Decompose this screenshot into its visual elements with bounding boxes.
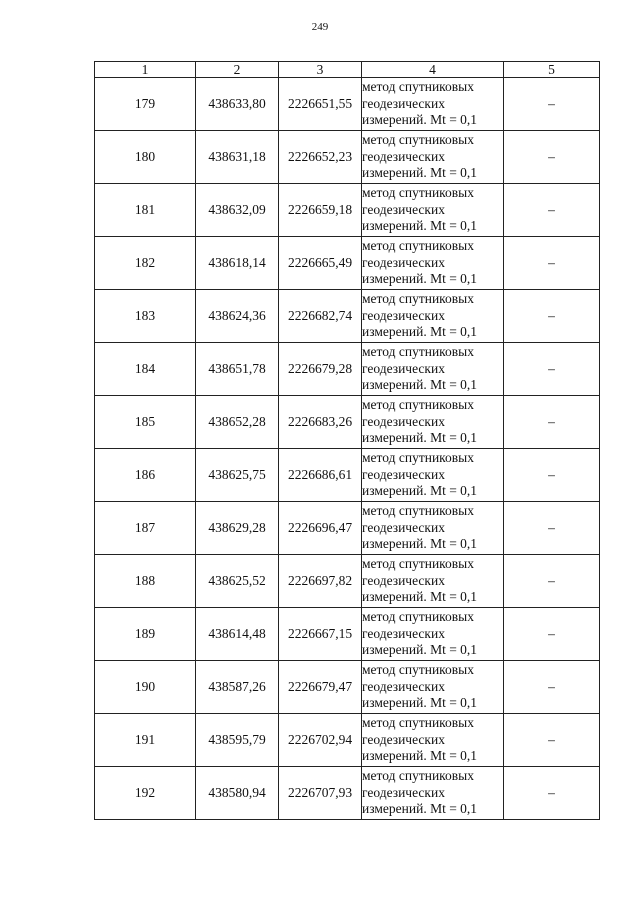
table-row (95, 184, 600, 237)
coordinate-y: 2226696,47 (279, 502, 362, 555)
header-row (95, 62, 600, 78)
method-description: метод спутниковых геодезических измерений. Mt = 0,1 (362, 237, 504, 290)
coordinate-y: 2226665,49 (279, 237, 362, 290)
note-dash: – (504, 396, 600, 449)
coordinate-x: 438625,75 (196, 449, 279, 502)
table-row (95, 343, 600, 396)
coordinate-x: 438614,48 (196, 608, 279, 661)
coordinate-y: 2226683,26 (279, 396, 362, 449)
note-dash: – (504, 78, 600, 131)
table-row (95, 290, 600, 343)
table-row (95, 767, 600, 820)
coordinate-x: 438618,14 (196, 237, 279, 290)
coordinate-x: 438631,18 (196, 131, 279, 184)
method-description: метод спутниковых геодезических измерений. Mt = 0,1 (362, 184, 504, 237)
method-description: метод спутниковых геодезических измерений. Mt = 0,1 (362, 661, 504, 714)
coordinate-x: 438633,80 (196, 78, 279, 131)
table-row (95, 502, 600, 555)
note-dash: – (504, 290, 600, 343)
coordinate-y: 2226702,94 (279, 714, 362, 767)
method-description: метод спутниковых геодезических измерений. Mt = 0,1 (362, 343, 504, 396)
point-number: 189 (95, 608, 196, 661)
table-row (95, 555, 600, 608)
coordinate-x: 438625,52 (196, 555, 279, 608)
point-number: 183 (95, 290, 196, 343)
coordinate-x: 438595,79 (196, 714, 279, 767)
method-description: метод спутниковых геодезических измерений. Mt = 0,1 (362, 449, 504, 502)
coordinate-y: 2226652,23 (279, 131, 362, 184)
coordinate-x: 438580,94 (196, 767, 279, 820)
point-number: 185 (95, 396, 196, 449)
coordinates-table (94, 61, 600, 820)
note-dash: – (504, 661, 600, 714)
coordinate-y: 2226697,82 (279, 555, 362, 608)
coordinate-y: 2226682,74 (279, 290, 362, 343)
note-dash: – (504, 131, 600, 184)
coordinate-x: 438651,78 (196, 343, 279, 396)
note-dash: – (504, 184, 600, 237)
point-number: 190 (95, 661, 196, 714)
table-row (95, 396, 600, 449)
point-number: 180 (95, 131, 196, 184)
point-number: 192 (95, 767, 196, 820)
coordinate-y: 2226659,18 (279, 184, 362, 237)
table-row (95, 661, 600, 714)
method-description: метод спутниковых геодезических измерений. Mt = 0,1 (362, 131, 504, 184)
table-row (95, 78, 600, 131)
point-number: 184 (95, 343, 196, 396)
coordinate-x: 438632,09 (196, 184, 279, 237)
page-number: 249 (311, 21, 329, 33)
method-description: метод спутниковых геодезических измерений. Mt = 0,1 (362, 608, 504, 661)
point-number: 188 (95, 555, 196, 608)
coordinate-x: 438624,36 (196, 290, 279, 343)
table-row (95, 608, 600, 661)
coordinate-y: 2226707,93 (279, 767, 362, 820)
point-number: 191 (95, 714, 196, 767)
coordinate-y: 2226651,55 (279, 78, 362, 131)
coordinate-x: 438629,28 (196, 502, 279, 555)
method-description: метод спутниковых геодезических измерений. Mt = 0,1 (362, 78, 504, 131)
table-row (95, 237, 600, 290)
note-dash: – (504, 608, 600, 661)
note-dash: – (504, 767, 600, 820)
table-row (95, 131, 600, 184)
coordinate-y: 2226667,15 (279, 608, 362, 661)
column-header-2: 2 (196, 62, 279, 78)
column-header-1: 1 (95, 62, 196, 78)
method-description: метод спутниковых геодезических измерений. Mt = 0,1 (362, 290, 504, 343)
column-header-5: 5 (504, 62, 600, 78)
point-number: 187 (95, 502, 196, 555)
coordinate-y: 2226686,61 (279, 449, 362, 502)
coordinate-x: 438587,26 (196, 661, 279, 714)
method-description: метод спутниковых геодезических измерений. Mt = 0,1 (362, 396, 504, 449)
method-description: метод спутниковых геодезических измерений. Mt = 0,1 (362, 502, 504, 555)
table-row (95, 714, 600, 767)
note-dash: – (504, 237, 600, 290)
point-number: 181 (95, 184, 196, 237)
point-number: 182 (95, 237, 196, 290)
column-header-3: 3 (279, 62, 362, 78)
note-dash: – (504, 502, 600, 555)
method-description: метод спутниковых геодезических измерений. Mt = 0,1 (362, 714, 504, 767)
table-body (95, 78, 600, 820)
method-description: метод спутниковых геодезических измерений. Mt = 0,1 (362, 555, 504, 608)
table-row (95, 449, 600, 502)
note-dash: – (504, 555, 600, 608)
note-dash: – (504, 714, 600, 767)
method-description: метод спутниковых геодезических измерений. Mt = 0,1 (362, 767, 504, 820)
note-dash: – (504, 449, 600, 502)
point-number: 179 (95, 78, 196, 131)
coordinate-y: 2226679,28 (279, 343, 362, 396)
coordinate-y: 2226679,47 (279, 661, 362, 714)
note-dash: – (504, 343, 600, 396)
coordinate-x: 438652,28 (196, 396, 279, 449)
point-number: 186 (95, 449, 196, 502)
column-header-4: 4 (362, 62, 504, 78)
